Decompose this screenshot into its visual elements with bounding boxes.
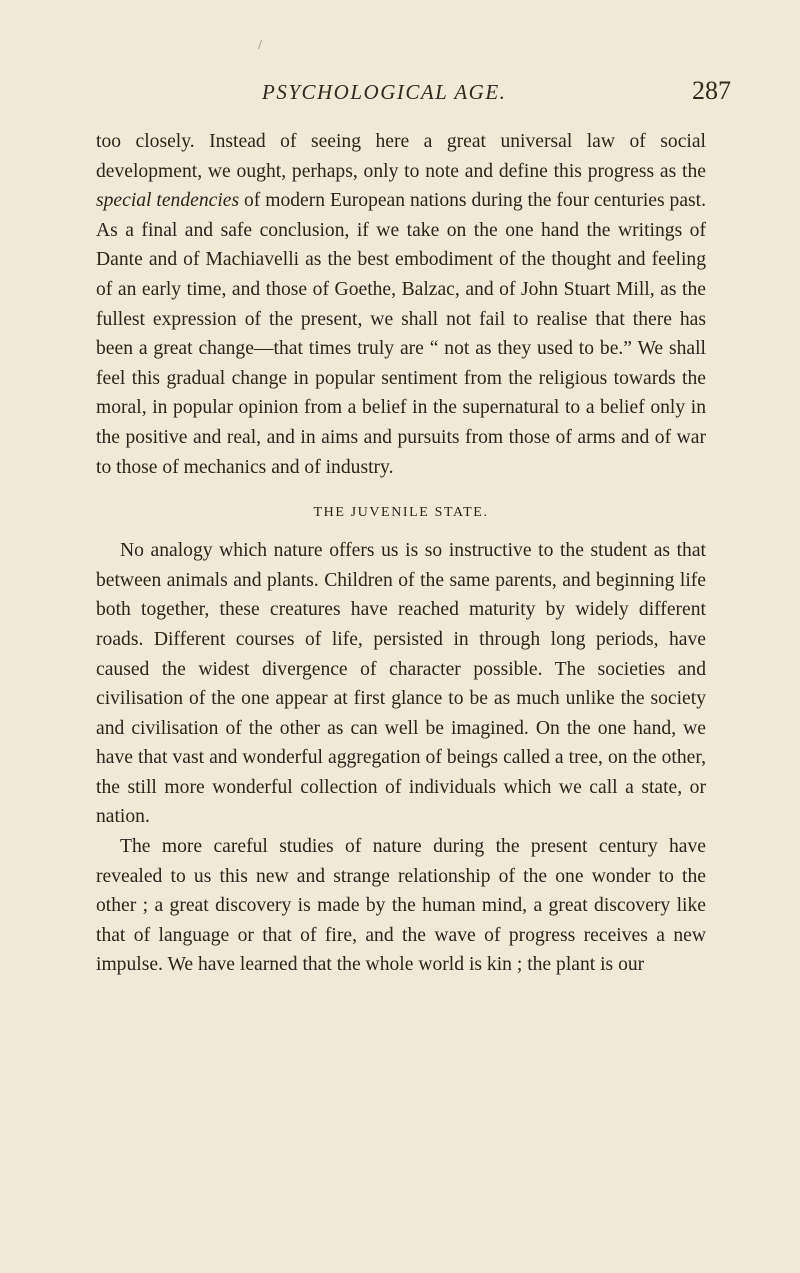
paragraph-continued bbox=[96, 127, 706, 482]
paragraph: The more careful studies of nature during the present century have revealed to us this new and strange relationship of the one wonder to the other ; a great discovery is made by the human mind, a great discovery like that of language or that of fire, and the wave of progress receives a new impulse. We have learned that the whole world is kin ; the plant is our bbox=[96, 836, 706, 976]
paragraph: No analogy which nature offers us is so instructive to the student as that between animals and plants. Children of the same parents, and beginning life both together, these creatures have reached maturity by widely different roads. Different courses of life, persisted in through long periods, have caused the widest divergence of character possible. The societies and civilisation of the one appear at first glance to be as much unlike the society and civilisation of the other as can well be imagined. On the one hand, we have that vast and wonderful aggregation of beings called a tree, on the other, the still more wonderful collection of individuals which we call a state, or nation. bbox=[96, 540, 706, 828]
page-number: 287 bbox=[692, 76, 731, 105]
running-head bbox=[0, 76, 800, 120]
body-text bbox=[96, 127, 706, 980]
section-heading: THE JUVENILE STATE. bbox=[313, 505, 489, 521]
emphasis-text: special tendencies bbox=[96, 190, 240, 212]
running-title: PSYCHOLOGICAL AGE. bbox=[262, 80, 507, 104]
margin-mark: / bbox=[258, 38, 262, 53]
paragraph-text: too closely. Instead of seeing here a great universal law of social development, we ought, perhaps, only to note and define this progress as the bbox=[96, 131, 706, 182]
paragraph-text: of modern European nations during the four centuries past. As a final and safe conclusion, if we take on the one hand the writings of Dante and of Machiavelli as the best embodiment of the thought and feeling of an early time, and those of Goethe, Balzac, and of John Stuart Mill, as the fullest expression of the present, we shall not fail to realise that there has been a great change—that times truly are “ not as they used to be.” We shall feel this gradual change in popular sentiment from the religious towards the moral, in popular opinion from a belief in the supernatural to a belief only in the positive and real, and in aims and pursuits from those of arms and of war to those of mechanics and of industry. bbox=[96, 190, 706, 478]
